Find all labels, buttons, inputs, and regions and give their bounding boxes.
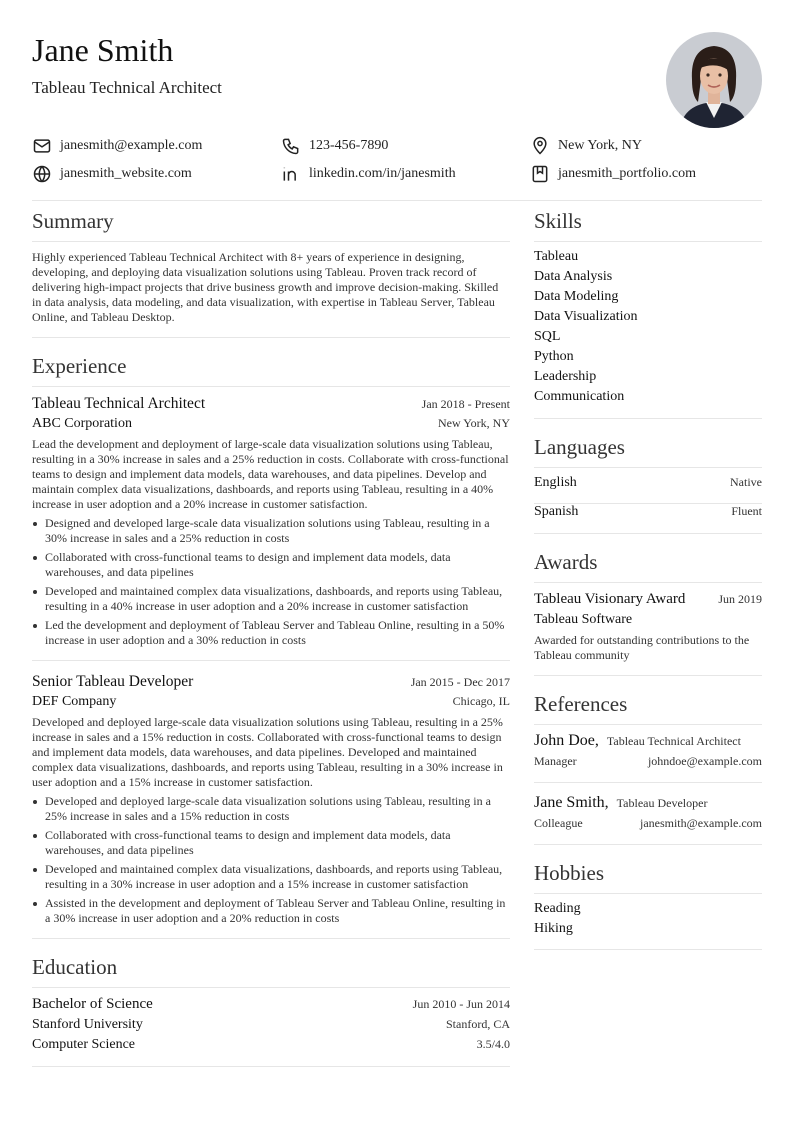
reference-details (534, 816, 762, 831)
award-description: Awarded for outstanding contributions to the Tableau community (534, 633, 750, 662)
contact-phone[interactable] (281, 136, 388, 156)
hobbies-heading: Hobbies (534, 861, 604, 885)
award-date: Jun 2019 (718, 592, 762, 606)
reference-role: Tableau Developer (616, 796, 708, 810)
globe-icon (32, 164, 52, 184)
reference-email[interactable]: johndoe@example.com (647, 754, 762, 768)
contact-website[interactable] (32, 164, 192, 184)
mail-icon (32, 136, 52, 156)
reference-relation: Manager (534, 754, 577, 768)
job-header (32, 673, 510, 691)
language-row (534, 504, 762, 520)
awards-heading: Awards (534, 550, 598, 574)
contact-portfolio[interactable] (530, 164, 696, 184)
skill-item: Communication (534, 389, 625, 404)
candidate-name: Jane Smith (32, 32, 174, 68)
phone-icon (281, 136, 301, 156)
job-title: Tableau Technical Architect (32, 395, 206, 412)
education-dates: Jun 2010 - Jun 2014 (412, 997, 510, 1011)
list-item: Developed and deployed large-scale data visualization solutions using Tableau, resulting in a 25% increase in sales and a 15% reduction in costs (45, 794, 510, 824)
list-item: Assisted in the development and deployment of Tableau Server and Tableau Online, resulting in a 30% increase in user adoption and a 20% reduction in costs (45, 896, 510, 926)
job-company-row (32, 416, 510, 432)
reference-relation: Colleague (534, 816, 583, 830)
candidate-title: Tableau Technical Architect (32, 78, 222, 97)
skill-item: SQL (534, 329, 561, 344)
job-location: New York, NY (437, 416, 510, 430)
summary-text: Highly experienced Tableau Technical Architect with 8+ years of experience in designing, developing, and deploying data visualization solutions using Tableau. Proven track record of delivering high-impact projects that drive business growth and improve decision-making. Skilled in data analysis, data modeling, and data visualization, with expertise in Tableau Server, Tableau Online, and Tableau Desktop. (32, 250, 499, 324)
job-bullets (32, 516, 510, 652)
list-item: Collaborated with cross-functional teams to design and implement data models, data warehouses, and data pipelines (45, 550, 510, 580)
award-header (534, 591, 762, 608)
references-heading: References (534, 692, 628, 716)
skill-item: Tableau (534, 249, 579, 264)
language-level: Fluent (731, 504, 762, 518)
header-divider (32, 200, 762, 201)
job-company: ABC Corporation (32, 416, 132, 431)
website-text: janesmith_website.com (60, 166, 192, 181)
education-heading: Education (32, 955, 118, 979)
portfolio-text: janesmith_portfolio.com (558, 166, 697, 181)
summary-heading: Summary (32, 209, 114, 233)
summary-divider (32, 241, 510, 242)
experience-heading: Experience (32, 354, 127, 378)
job-title: Senior Tableau Developer (32, 673, 194, 690)
job-dates: Jan 2015 - Dec 2017 (410, 675, 510, 689)
avatar (666, 32, 762, 128)
field-of-study: Computer Science (32, 1037, 136, 1052)
reference-details (534, 754, 762, 769)
list-item: Developed and maintained complex data visualizations, dashboards, and reports using Tableau, resulting in a 30% increase in user adoption and a 15% increase in customer satisfaction (45, 862, 510, 892)
hobby-item: Reading (534, 901, 581, 916)
education-field-row (32, 1037, 510, 1053)
gpa: 3.5/4.0 (476, 1037, 510, 1051)
job-description: Developed and deployed large-scale data visualization solutions using Tableau, resulting in a 25% increase in sales and a 15% reduction in costs. Collaborated with cross-functional teams to design and implement data models, data warehouses, and data pipelines. Developed and maintained complex data visualizations, dashboards, and reports using Tableau, resulting in a 30% increase in user adoption and a 15% increase in customer satisfaction. (32, 715, 503, 789)
list-item: Collaborated with cross-functional teams to design and implement data models, data warehouses, and data pipelines (45, 828, 510, 858)
phone-text: 123-456-7890 (309, 138, 389, 153)
skills-divider (534, 241, 762, 242)
section-divider (32, 1066, 510, 1067)
job-description: Lead the development and deployment of large-scale data visualization solutions using Tableau, resulting in a 30% increase in sales and a 25% reduction in costs. Collaborate with cross-functional teams to design and implement data models, data warehouses, and data pipelines. Develop and maintain complex data visualizations, dashboards, and reports using Tableau, resulting in a 40% increase in user adoption and a 20% increase in customer satisfaction. (32, 437, 509, 511)
school: Stanford University (32, 1017, 143, 1032)
job-bullets (32, 794, 510, 930)
location-text: New York, NY (558, 138, 643, 153)
reference-divider (534, 782, 762, 783)
section-divider (534, 418, 762, 419)
award-issuer: Tableau Software (534, 612, 633, 627)
languages-heading: Languages (534, 435, 625, 459)
section-divider (534, 844, 762, 845)
linkedin-text: linkedin.com/in/janesmith (309, 166, 456, 181)
school-location: Stanford, CA (446, 1017, 510, 1031)
contact-location (530, 136, 642, 156)
education-header (32, 996, 510, 1013)
list-item: Designed and developed large-scale data visualization solutions using Tableau, resulting in a 30% increase in sales and a 25% reduction in costs (45, 516, 510, 546)
reference-name: John Doe, (534, 732, 599, 749)
list-item: Developed and maintained complex data visualizations, dashboards, and reports using Tableau, resulting in a 40% increase in user adoption and a 20% increase in customer satisfaction (45, 584, 510, 614)
skills-heading: Skills (534, 209, 582, 233)
section-divider (534, 533, 762, 534)
language-level: Native (730, 475, 762, 489)
section-divider (32, 938, 510, 939)
language-row (534, 475, 762, 491)
education-school-row (32, 1017, 510, 1033)
job-company: DEF Company (32, 694, 117, 709)
award-name: Tableau Visionary Award (534, 591, 686, 607)
job-company-row (32, 694, 510, 710)
skill-item: Leadership (534, 369, 597, 384)
contact-email[interactable] (32, 136, 202, 156)
reference-role: Tableau Technical Architect (606, 734, 741, 748)
language-name: English (534, 475, 577, 490)
job-divider (32, 660, 510, 661)
bookmark-icon (530, 164, 550, 184)
reference-header (534, 732, 741, 750)
list-item: Led the development and deployment of Tableau Server and Tableau Online, resulting in a 50% increase in user adoption and a 30% reduction in costs (45, 618, 510, 648)
job-dates: Jan 2018 - Present (421, 397, 510, 411)
reference-header (534, 794, 707, 812)
reference-email[interactable]: janesmith@example.com (639, 816, 762, 830)
job-location: Chicago, IL (452, 694, 510, 708)
section-divider (534, 675, 762, 676)
skill-item: Data Analysis (534, 269, 613, 284)
experience-divider (32, 386, 510, 387)
skill-item: Data Modeling (534, 289, 619, 304)
hobbies-divider (534, 893, 762, 894)
email-text: janesmith@example.com (60, 138, 203, 153)
section-divider (32, 337, 510, 338)
languages-divider (534, 467, 762, 468)
contact-linkedin[interactable] (281, 164, 456, 184)
hobby-item: Hiking (534, 921, 573, 936)
education-divider (32, 987, 510, 988)
language-name: Spanish (534, 504, 579, 519)
skill-item: Data Visualization (534, 309, 638, 324)
degree: Bachelor of Science (32, 996, 153, 1012)
job-header (32, 395, 510, 413)
skill-item: Python (534, 349, 574, 364)
references-divider (534, 724, 762, 725)
linkedin-icon (281, 164, 301, 184)
map-pin-icon (530, 136, 550, 156)
awards-divider (534, 582, 762, 583)
reference-name: Jane Smith, (534, 794, 609, 811)
section-divider (534, 949, 762, 950)
